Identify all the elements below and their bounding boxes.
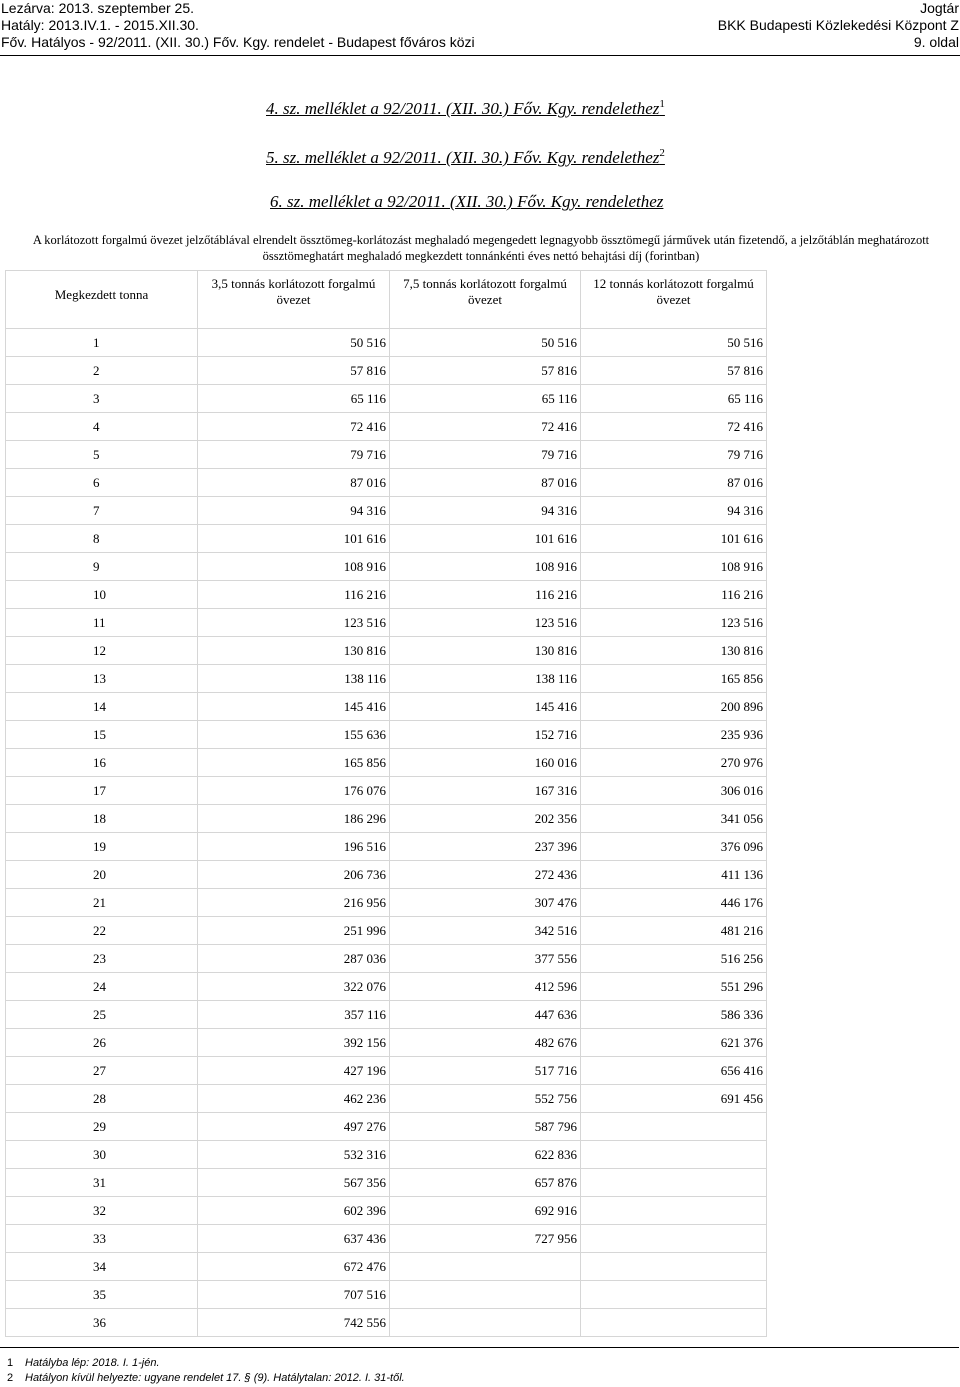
table-row [6,1085,767,1113]
footnote-number: 1 [7,1357,14,1369]
table-row [6,833,767,861]
zone-12t-cell [581,1281,767,1309]
zone-7-5t-cell: 657 876 [390,1169,581,1197]
tonnage-cell: 32 [6,1197,198,1225]
tonnage-cell: 15 [6,721,198,749]
zone-3-5t-cell: 50 516 [198,329,390,357]
footnote-ref-2[interactable]: 2 [659,147,665,159]
zone-7-5t-cell: 412 596 [390,973,581,1001]
fee-table-header-row [6,271,767,329]
tonnage-cell: 1 [6,329,198,357]
header-organization: BKK Budapesti Közlekedési Központ Z [717,17,959,33]
zone-12t-cell: 94 316 [581,497,767,525]
footnote-2 [7,1371,405,1386]
tonnage-cell: 24 [6,973,198,1001]
zone-12t-cell: 87 016 [581,469,767,497]
table-row [6,1309,767,1337]
table-row [6,749,767,777]
zone-3-5t-cell: 196 516 [198,833,390,861]
table-row [6,1057,767,1085]
zone-3-5t-cell: 206 736 [198,861,390,889]
zone-12t-cell: 270 976 [581,749,767,777]
annex-6-heading: 6. sz. melléklet a 92/2011. (XII. 30.) Főv. Kgy. rendelethez [270,192,664,211]
zone-3-5t-cell: 101 616 [198,525,390,553]
zone-12t-cell: 586 336 [581,1001,767,1029]
zone-12t-cell: 123 516 [581,609,767,637]
header-left [1,0,475,51]
tonnage-cell: 22 [6,917,198,945]
zone-12t-cell [581,1225,767,1253]
table-row [6,693,767,721]
table-row [6,609,767,637]
zone-7-5t-cell: 167 316 [390,777,581,805]
tonnage-cell: 12 [6,637,198,665]
header-document-title: Főv. Hatályos - 92/2011. (XII. 30.) Főv. Kgy. rendelet - Budapest főváros közi [1,34,475,50]
table-row [6,1197,767,1225]
tonnage-cell: 2 [6,357,198,385]
tonnage-cell: 25 [6,1001,198,1029]
tonnage-cell: 34 [6,1253,198,1281]
zone-12t-cell: 72 416 [581,413,767,441]
table-row [6,889,767,917]
zone-3-5t-cell: 155 636 [198,721,390,749]
zone-3-5t-cell: 251 996 [198,917,390,945]
zone-7-5t-cell: 50 516 [390,329,581,357]
zone-12t-cell: 50 516 [581,329,767,357]
column-header-zone-12t: 12 tonnás korlátozott forgalmú övezet [581,271,767,329]
zone-3-5t-cell: 116 216 [198,581,390,609]
header-validity: Hatály: 2013.IV.1. - 2015.XII.30. [1,17,199,33]
tonnage-cell: 26 [6,1029,198,1057]
zone-3-5t-cell: 742 556 [198,1309,390,1337]
zone-7-5t-cell: 447 636 [390,1001,581,1029]
footnote-number: 2 [7,1372,14,1384]
header-right [718,0,959,51]
zone-7-5t-cell: 101 616 [390,525,581,553]
zone-12t-cell: 446 176 [581,889,767,917]
column-header-tonnage: Megkezdett tonna [6,271,198,329]
tonnage-cell: 5 [6,441,198,469]
zone-3-5t-cell: 357 116 [198,1001,390,1029]
table-row [6,1029,767,1057]
fee-table-body [6,329,767,1337]
table-row [6,1225,767,1253]
zone-12t-cell: 101 616 [581,525,767,553]
zone-3-5t-cell: 707 516 [198,1281,390,1309]
table-row [6,1001,767,1029]
zone-3-5t-cell: 65 116 [198,385,390,413]
zone-12t-cell: 130 816 [581,637,767,665]
zone-7-5t-cell: 79 716 [390,441,581,469]
zone-12t-cell: 306 016 [581,777,767,805]
footnote-1 [7,1356,405,1371]
column-header-zone-7-5t: 7,5 tonnás korlátozott forgalmú övezet [390,271,581,329]
zone-3-5t-cell: 145 416 [198,693,390,721]
zone-12t-cell: 235 936 [581,721,767,749]
zone-7-5t-cell: 138 116 [390,665,581,693]
table-row [6,665,767,693]
zone-7-5t-cell: 377 556 [390,945,581,973]
table-row [6,357,767,385]
zone-3-5t-cell: 57 816 [198,357,390,385]
table-row [6,1281,767,1309]
table-row [6,329,767,357]
footnote-ref-1[interactable]: 1 [659,98,665,110]
tonnage-cell: 4 [6,413,198,441]
tonnage-cell: 16 [6,749,198,777]
table-row [6,917,767,945]
zone-7-5t-cell: 160 016 [390,749,581,777]
zone-12t-cell: 656 416 [581,1057,767,1085]
zone-12t-cell: 516 256 [581,945,767,973]
tonnage-cell: 29 [6,1113,198,1141]
tonnage-cell: 3 [6,385,198,413]
tonnage-cell: 14 [6,693,198,721]
tonnage-cell: 11 [6,609,198,637]
tonnage-cell: 21 [6,889,198,917]
table-row [6,1253,767,1281]
zone-7-5t-cell: 87 016 [390,469,581,497]
table-row [6,525,767,553]
tonnage-cell: 23 [6,945,198,973]
zone-7-5t-cell: 307 476 [390,889,581,917]
table-row [6,553,767,581]
tonnage-cell: 20 [6,861,198,889]
zone-7-5t-cell: 342 516 [390,917,581,945]
zone-7-5t-cell: 237 396 [390,833,581,861]
zone-3-5t-cell: 79 716 [198,441,390,469]
tonnage-cell: 31 [6,1169,198,1197]
zone-7-5t-cell: 130 816 [390,637,581,665]
tonnage-cell: 28 [6,1085,198,1113]
zone-3-5t-cell: 532 316 [198,1141,390,1169]
zone-3-5t-cell: 427 196 [198,1057,390,1085]
zone-7-5t-cell: 108 916 [390,553,581,581]
zone-12t-cell [581,1141,767,1169]
table-row [6,721,767,749]
zone-12t-cell [581,1253,767,1281]
zone-12t-cell [581,1309,767,1337]
zone-7-5t-cell [390,1281,581,1309]
zone-12t-cell: 341 056 [581,805,767,833]
footnote-text: Hatályon kívül helyezte: ugyane rendelet 17. § (9). Hatálytalan: 2012. I. 31-től. [25,1372,405,1384]
zone-7-5t-cell: 587 796 [390,1113,581,1141]
tonnage-cell: 18 [6,805,198,833]
tonnage-cell: 8 [6,525,198,553]
zone-3-5t-cell: 186 296 [198,805,390,833]
header-divider [0,55,960,56]
zone-12t-cell: 411 136 [581,861,767,889]
zone-3-5t-cell: 322 076 [198,973,390,1001]
zone-7-5t-cell: 622 836 [390,1141,581,1169]
zone-3-5t-cell: 602 396 [198,1197,390,1225]
tonnage-cell: 9 [6,553,198,581]
header-source: Jogtár [920,0,959,16]
zone-3-5t-cell: 123 516 [198,609,390,637]
zone-12t-cell: 79 716 [581,441,767,469]
table-row [6,413,767,441]
zone-12t-cell: 108 916 [581,553,767,581]
zone-7-5t-cell: 57 816 [390,357,581,385]
zone-12t-cell: 376 096 [581,833,767,861]
table-row [6,441,767,469]
table-row [6,1113,767,1141]
zone-7-5t-cell: 116 216 [390,581,581,609]
zone-12t-cell [581,1113,767,1141]
zone-7-5t-cell [390,1309,581,1337]
tonnage-cell: 35 [6,1281,198,1309]
zone-7-5t-cell: 123 516 [390,609,581,637]
zone-3-5t-cell: 138 116 [198,665,390,693]
table-row [6,805,767,833]
zone-7-5t-cell: 692 916 [390,1197,581,1225]
table-row [6,637,767,665]
zone-12t-cell: 691 456 [581,1085,767,1113]
zone-7-5t-cell: 517 716 [390,1057,581,1085]
zone-3-5t-cell: 216 956 [198,889,390,917]
table-row [6,581,767,609]
tonnage-cell: 36 [6,1309,198,1337]
zone-7-5t-cell: 72 416 [390,413,581,441]
zone-12t-cell [581,1169,767,1197]
zone-3-5t-cell: 130 816 [198,637,390,665]
tonnage-cell: 33 [6,1225,198,1253]
zone-12t-cell: 200 896 [581,693,767,721]
zone-7-5t-cell: 152 716 [390,721,581,749]
tonnage-cell: 10 [6,581,198,609]
zone-7-5t-cell: 65 116 [390,385,581,413]
zone-12t-cell: 165 856 [581,665,767,693]
tonnage-cell: 6 [6,469,198,497]
zone-3-5t-cell: 567 356 [198,1169,390,1197]
header-page-number: 9. oldal [913,34,959,50]
tonnage-cell: 19 [6,833,198,861]
zone-12t-cell: 57 816 [581,357,767,385]
zone-3-5t-cell: 94 316 [198,497,390,525]
table-row [6,861,767,889]
zone-7-5t-cell: 202 356 [390,805,581,833]
table-row [6,1141,767,1169]
zone-7-5t-cell: 727 956 [390,1225,581,1253]
zone-12t-cell: 65 116 [581,385,767,413]
tonnage-cell: 27 [6,1057,198,1085]
zone-3-5t-cell: 87 016 [198,469,390,497]
footnote-text: Hatályba lép: 2018. I. 1-jén. [25,1357,160,1369]
tonnage-cell: 7 [6,497,198,525]
zone-3-5t-cell: 108 916 [198,553,390,581]
header-closed-date: Lezárva: 2013. szeptember 25. [1,0,195,16]
table-row [6,1169,767,1197]
zone-12t-cell: 116 216 [581,581,767,609]
table-row [6,469,767,497]
zone-3-5t-cell: 637 436 [198,1225,390,1253]
zone-3-5t-cell: 462 236 [198,1085,390,1113]
table-row [6,385,767,413]
annex-5-heading: 5. sz. melléklet a 92/2011. (XII. 30.) Főv. Kgy. rendelethez$^2$ [266,147,665,167]
zone-12t-cell [581,1197,767,1225]
zone-7-5t-cell [390,1253,581,1281]
zone-12t-cell: 551 296 [581,973,767,1001]
zone-3-5t-cell: 672 476 [198,1253,390,1281]
zone-3-5t-cell: 165 856 [198,749,390,777]
fee-table [5,270,767,1337]
tonnage-cell: 30 [6,1141,198,1169]
tonnage-cell: 17 [6,777,198,805]
footnotes [7,1356,405,1386]
column-header-zone-3-5t: 3,5 tonnás korlátozott forgalmú övezet [198,271,390,329]
zone-12t-cell: 481 216 [581,917,767,945]
zone-3-5t-cell: 497 276 [198,1113,390,1141]
zone-7-5t-cell: 94 316 [390,497,581,525]
zone-3-5t-cell: 72 416 [198,413,390,441]
zone-7-5t-cell: 552 756 [390,1085,581,1113]
table-row [6,945,767,973]
zone-7-5t-cell: 272 436 [390,861,581,889]
table-row [6,497,767,525]
zone-7-5t-cell: 482 676 [390,1029,581,1057]
zone-7-5t-cell: 145 416 [390,693,581,721]
tonnage-cell: 13 [6,665,198,693]
table-row [6,777,767,805]
footnote-divider [0,1347,959,1348]
table-caption: A korlátozott forgalmú övezet jelzőtáblával elrendelt össztömeg-korlátozást meghaladó megengedett legnagyobb össztömegű járművek után fizetendő, a jelzőtáblán meghatározott össztömeghatárt meghaladó megkezdett tonnánkénti éves nettó behajtási díj (forintban) [32,233,930,263]
zone-3-5t-cell: 176 076 [198,777,390,805]
zone-12t-cell: 621 376 [581,1029,767,1057]
annex-4-heading: 4. sz. melléklet a 92/2011. (XII. 30.) Főv. Kgy. rendelethez$^1$ [266,98,665,118]
zone-3-5t-cell: 287 036 [198,945,390,973]
table-row [6,973,767,1001]
zone-3-5t-cell: 392 156 [198,1029,390,1057]
